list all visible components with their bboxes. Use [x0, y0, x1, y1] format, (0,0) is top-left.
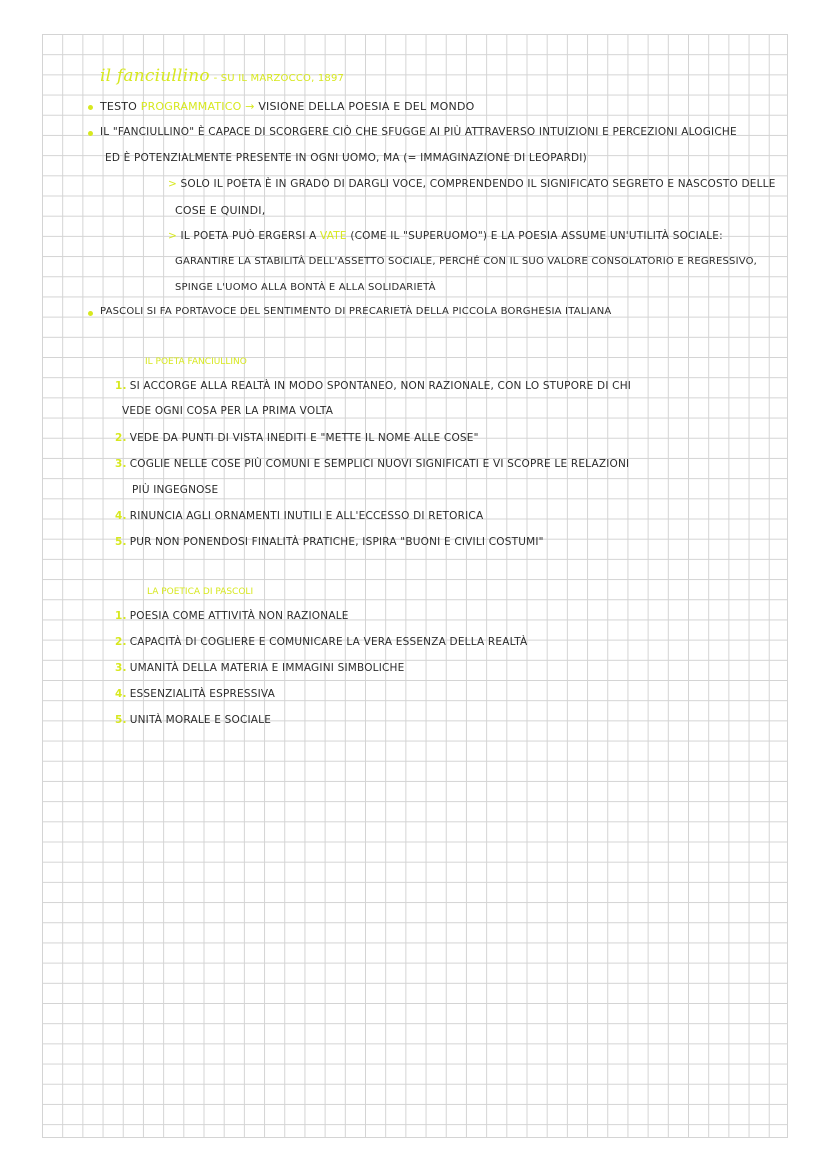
list-item — [115, 610, 349, 622]
item-number: 5. — [115, 714, 127, 726]
intro-line-3: ED È POTENZIALMENTE PRESENTE IN OGNI UOMO, MA (= IMMAGINAZIONE DI LEOPARDI) — [105, 152, 587, 164]
intro-text: IL POETA PUÒ ERGERSI A — [180, 230, 317, 242]
item-text: UMANITÀ DELLA MATERIA E IMMAGINI SIMBOLICHE — [129, 662, 405, 674]
item-text: SI ACCORGE ALLA REALTÀ IN MODO SPONTANEO, NON RAZIONALE, CON LO STUPORE DI CHI — [129, 380, 632, 392]
intro-line-1 — [100, 100, 474, 113]
title-main: il fanciullino — [100, 66, 210, 86]
intro-line-2: IL "FANCIULLINO" È CAPACE DI SCORGERE CIÒ CHE SFUGGE AI PIÙ ATTRAVERSO INTUIZIONI E PERCEZIONI ALOGICHE — [100, 126, 737, 138]
intro-text: (COME IL "SUPERUOMO") E LA POESIA ASSUME UN'UTILITÀ SOCIALE: — [350, 230, 723, 242]
item-number: 1. — [115, 610, 127, 622]
item-number: 4. — [115, 688, 127, 700]
list-item — [115, 432, 479, 444]
highlight-programmatico: PROGRAMMATICO — [140, 100, 242, 113]
intro-line-4 — [168, 178, 776, 190]
intro-text: SOLO IL POETA È IN GRADO DI DARGLI VOCE, COMPRENDENDO IL SIGNIFICATO SEGRETO E NASCOSTO DELLE — [180, 178, 776, 190]
list-item — [115, 636, 527, 648]
page-title — [100, 66, 344, 86]
list-item — [115, 688, 275, 700]
arrow-right-icon: → — [245, 100, 255, 113]
bullet-dot — [88, 105, 93, 110]
item-number: 2. — [115, 636, 127, 648]
list-item — [115, 510, 483, 522]
item-text: VEDE DA PUNTI DI VISTA INEDITI E "METTE IL NOME ALLE COSE" — [129, 432, 479, 444]
section-heading-poetica-pascoli: LA POETICA DI PASCOLI — [147, 587, 254, 597]
bullet-dot — [88, 131, 93, 136]
item-text: CAPACITÀ DI COGLIERE E COMUNICARE LA VERA ESSENZA DELLA REALTÀ — [129, 636, 528, 648]
item-number: 3. — [115, 458, 127, 470]
intro-line-7: GARANTIRE LA STABILITÀ DELL'ASSETTO SOCIALE, PERCHÉ CON IL SUO VALORE CONSOLATORIO E REGRESSIVO, — [175, 256, 758, 267]
item-number: 2. — [115, 432, 127, 444]
item-number: 1. — [115, 380, 127, 392]
list-item-continuation: VEDE OGNI COSA PER LA PRIMA VOLTA — [122, 405, 334, 417]
item-text: ESSENZIALITÀ ESPRESSIVA — [129, 688, 275, 700]
item-text: UNITÀ MORALE E SOCIALE — [129, 714, 272, 726]
grid-paper — [42, 34, 788, 1138]
intro-line-5: COSE E QUINDI, — [175, 204, 266, 217]
list-item — [115, 458, 629, 470]
intro-text: VISIONE DELLA POESIA E DEL MONDO — [258, 100, 475, 113]
title-sub: - SU IL MARZOCCO, 1897 — [213, 73, 345, 84]
list-item — [115, 380, 631, 392]
arrow-right-icon: > — [168, 178, 177, 190]
item-text: PUR NON PONENDOSI FINALITÀ PRATICHE, ISPIRA "BUONI E CIVILI COSTUMI" — [129, 536, 544, 548]
list-item — [115, 536, 544, 548]
item-number: 3. — [115, 662, 127, 674]
item-text: COGLIE NELLE COSE PIÙ COMUNI E SEMPLICI NUOVI SIGNIFICATI E VI SCOPRE LE RELAZIONI — [129, 458, 630, 470]
intro-line-9: PASCOLI SI FA PORTAVOCE DEL SENTIMENTO DI PRECARIETÀ DELLA PICCOLA BORGHESIA ITALIANA — [100, 306, 612, 317]
intro-text: TESTO — [100, 100, 138, 113]
item-text: POESIA COME ATTIVITÀ NON RAZIONALE — [129, 610, 349, 622]
section-heading-poeta-fanciullino: IL POETA FANCIULLINO — [145, 357, 247, 367]
intro-line-8: SPINGE L'UOMO ALLA BONTÀ E ALLA SOLIDARIETÀ — [175, 282, 436, 293]
list-item-continuation: PIÙ INGEGNOSE — [132, 484, 219, 496]
highlight-vate: VATE — [320, 230, 347, 242]
list-item — [115, 662, 405, 674]
arrow-right-icon: > — [168, 230, 177, 242]
list-item — [115, 714, 271, 726]
bullet-dot — [88, 311, 93, 316]
item-number: 5. — [115, 536, 127, 548]
item-number: 4. — [115, 510, 127, 522]
item-text: RINUNCIA AGLI ORNAMENTI INUTILI E ALL'ECCESSO DI RETORICA — [129, 510, 484, 522]
intro-line-6 — [168, 230, 723, 242]
